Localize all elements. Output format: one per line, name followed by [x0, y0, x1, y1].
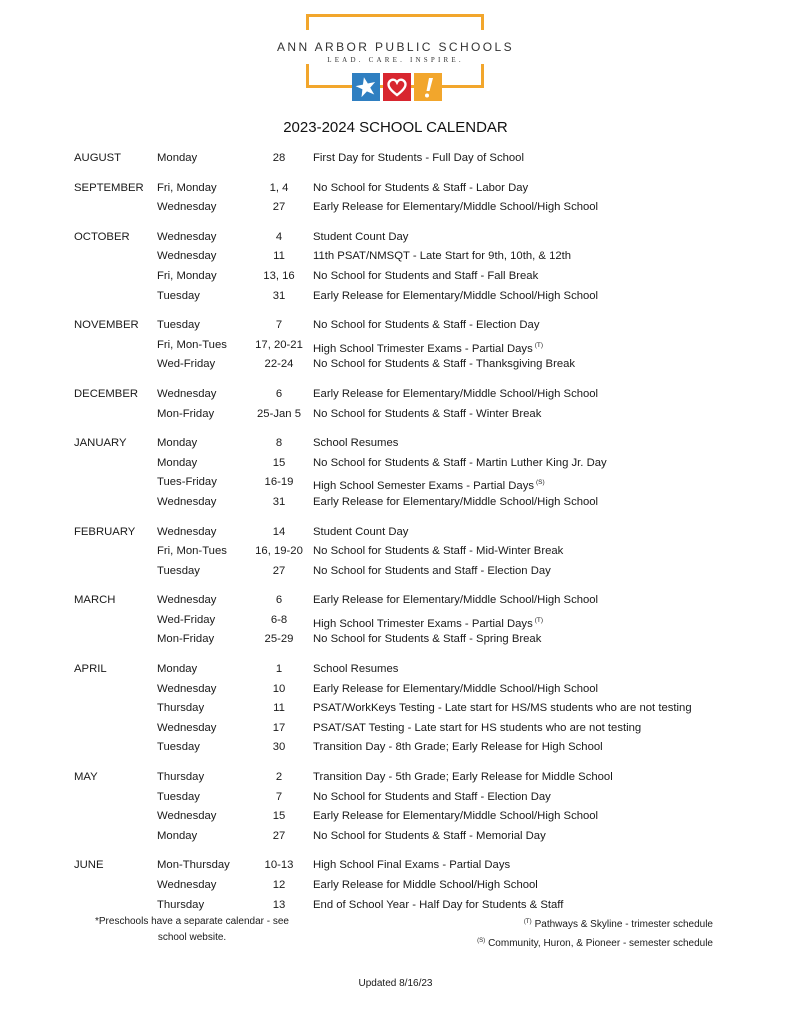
- event-description: Early Release for Middle School/High School: [313, 879, 538, 891]
- calendar-row: [0, 738, 791, 758]
- calendar-row: [0, 149, 791, 169]
- day-of-week: Fri, Monday: [157, 269, 217, 282]
- event-description: No School for Students and Staff - Fall Break: [313, 269, 539, 282]
- month-label: MARCH: [74, 594, 116, 607]
- calendar-row: [0, 454, 791, 474]
- date: 13: [272, 898, 286, 911]
- updated-date: Updated 8/16/23: [358, 978, 433, 989]
- day-of-week: Tuesday: [157, 790, 200, 803]
- day-of-week: Thursday: [157, 771, 205, 784]
- preschool-note: *Preschools have a separate calendar - see school website.: [94, 916, 289, 943]
- event-description: High School Trimester Exams - Partial Days $^{(T)}$: [313, 616, 544, 630]
- day-of-week: Tues-Friday: [157, 476, 217, 489]
- date: 30: [272, 741, 286, 754]
- event-description: No School for Students & Staff - Thanksgiving Break: [313, 358, 576, 371]
- event-description: No School for Students & Staff - Election Day: [313, 319, 540, 332]
- calendar-row: [0, 405, 791, 425]
- calendar-row: [0, 660, 791, 680]
- date: 10-13: [264, 859, 294, 872]
- date: 2: [275, 771, 283, 784]
- date: 31: [272, 289, 286, 302]
- date: 27: [272, 564, 286, 577]
- date: 1, 4: [269, 181, 289, 194]
- day-of-week: Monday: [157, 437, 198, 450]
- calendar-row: [0, 385, 791, 405]
- month-block-november: [0, 316, 791, 375]
- month-label: JUNE: [74, 859, 104, 872]
- month-label: NOVEMBER: [74, 319, 139, 332]
- exclamation-icon: [414, 73, 442, 101]
- day-of-week: Tuesday: [157, 564, 200, 577]
- schedule-footnote-marker: (T): [534, 341, 544, 349]
- month-block-october: [0, 228, 791, 306]
- day-of-week: Mon-Friday: [157, 407, 215, 420]
- calendar-title: 2023-2024 SCHOOL CALENDAR: [283, 119, 508, 136]
- calendar-row: [0, 719, 791, 739]
- event-description: PSAT/SAT Testing - Late start for HS students who are not testing: [313, 721, 642, 734]
- month-label: AUGUST: [74, 152, 122, 164]
- day-of-week: Mon-Friday: [157, 633, 215, 646]
- month-block-april: [0, 660, 791, 758]
- day-of-week: Monday: [157, 829, 198, 842]
- event-description: No School for Students & Staff - Labor Day: [313, 181, 529, 194]
- logo-tiles: [352, 73, 442, 103]
- month-label: DECEMBER: [74, 387, 139, 400]
- schedule-footnote-marker: (T): [534, 616, 544, 624]
- date: 1: [275, 663, 283, 676]
- day-of-week: Wed-Friday: [157, 358, 216, 371]
- calendar-row: [0, 611, 791, 631]
- day-of-week: Tuesday: [157, 741, 200, 754]
- day-of-week: Monday: [157, 456, 198, 469]
- day-of-week: Wednesday: [157, 682, 217, 695]
- date: 27: [272, 201, 286, 214]
- date: 17: [272, 721, 286, 734]
- event-description: Student Count Day: [313, 525, 409, 538]
- month-label: MAY: [74, 771, 98, 784]
- event-description: First Day for Students - Full Day of School: [313, 152, 524, 164]
- event-description: PSAT/WorkKeys Testing - Late start for HS/MS students who are not testing: [313, 702, 692, 715]
- month-block-september: [0, 179, 791, 218]
- event-description: High School Final Exams - Partial Days: [313, 859, 511, 872]
- event-description: Early Release for Elementary/Middle School/High School: [313, 594, 599, 607]
- event-description: Early Release for Elementary/Middle School/High School: [313, 495, 599, 508]
- legend-trimester: $^{(T)}$ Pathways & Skyline - trimester schedule: [523, 919, 713, 930]
- date: 22-24: [264, 358, 294, 371]
- day-of-week: Thursday: [157, 898, 205, 911]
- event-description: No School for Students and Staff - Election Day: [313, 564, 551, 577]
- month-block-march: [0, 591, 791, 650]
- date: 15: [272, 810, 286, 823]
- date: 11: [273, 702, 285, 715]
- month-label: SEPTEMBER: [74, 181, 144, 194]
- calendar-table: [0, 149, 791, 925]
- calendar-row: [0, 355, 791, 375]
- day-of-week: Wednesday: [157, 594, 217, 607]
- event-description: Early Release for Elementary/Middle School/High School: [313, 682, 599, 695]
- date: 6-8: [270, 613, 288, 626]
- day-of-week: Fri, Mon-Tues: [157, 545, 227, 558]
- month-block-august: [0, 149, 791, 169]
- calendar-row: [0, 591, 791, 611]
- date: 11: [273, 250, 285, 263]
- calendar-row: [0, 542, 791, 562]
- event-description: Student Count Day: [313, 230, 409, 243]
- date: 10: [272, 682, 286, 695]
- event-description: Early Release for Elementary/Middle School/High School: [313, 289, 599, 302]
- calendar-row: [0, 267, 791, 287]
- month-label: FEBRUARY: [74, 525, 136, 538]
- calendar-row: [0, 807, 791, 827]
- event-description: Early Release for Elementary/Middle School/High School: [313, 810, 599, 823]
- month-block-june: [0, 856, 791, 915]
- date: 28: [272, 152, 286, 164]
- month-label: OCTOBER: [74, 230, 130, 243]
- district-logo: [0, 0, 791, 100]
- calendar-row: [0, 228, 791, 248]
- district-tagline: LEAD. CARE. INSPIRE.: [327, 56, 464, 64]
- event-description: 11th PSAT/NMSQT - Late Start for 9th, 10th, & 12th: [313, 250, 572, 263]
- legend-semester: $^{(S)}$ Community, Huron, & Pioneer - semester schedule: [477, 938, 713, 949]
- date: 7: [275, 790, 283, 803]
- calendar-row: [0, 562, 791, 582]
- calendar-row: [0, 699, 791, 719]
- date: 8: [275, 437, 283, 450]
- schedule-footnote-marker: (S): [536, 479, 545, 487]
- event-description: No School for Students & Staff - Memorial Day: [313, 829, 546, 842]
- date: 12: [272, 879, 286, 891]
- district-name: ANN ARBOR PUBLIC SCHOOLS: [277, 40, 514, 54]
- heart-icon: [383, 73, 411, 101]
- day-of-week: Wed-Friday: [157, 613, 216, 626]
- calendar-row: [0, 316, 791, 336]
- month-block-may: [0, 768, 791, 846]
- date: 16-19: [264, 476, 294, 489]
- day-of-week: Monday: [157, 152, 198, 164]
- event-description: Early Release for Elementary/Middle School/High School: [313, 201, 599, 214]
- calendar-row: [0, 896, 791, 916]
- event-description: No School for Students & Staff - Winter Break: [313, 407, 542, 420]
- calendar-row: [0, 876, 791, 896]
- calendar-row: [0, 523, 791, 543]
- day-of-week: Fri, Mon-Tues: [157, 338, 227, 351]
- day-of-week: Mon-Thursday: [157, 859, 230, 872]
- day-of-week: Wednesday: [157, 721, 217, 734]
- calendar-row: [0, 179, 791, 199]
- event-description: End of School Year - Half Day for Students & Staff: [313, 898, 564, 911]
- month-label: APRIL: [74, 663, 107, 676]
- day-of-week: Thursday: [157, 702, 205, 715]
- event-description: No School for Students & Staff - Martin Luther King Jr. Day: [313, 456, 607, 469]
- day-of-week: Wednesday: [157, 250, 217, 263]
- star-icon: [352, 73, 380, 101]
- date: 27: [272, 829, 286, 842]
- date: 17, 20-21: [255, 338, 303, 351]
- calendar-row: [0, 493, 791, 513]
- day-of-week: Wednesday: [157, 810, 217, 823]
- date: 6: [275, 594, 283, 607]
- event-description: No School for Students & Staff - Mid-Winter Break: [313, 545, 564, 558]
- day-of-week: Monday: [157, 663, 198, 676]
- date: 6: [275, 387, 283, 400]
- calendar-row: [0, 630, 791, 650]
- month-label: JANUARY: [74, 437, 127, 450]
- event-description: School Resumes: [313, 437, 399, 450]
- calendar-row: [0, 827, 791, 847]
- schedule-legend: [353, 914, 713, 952]
- month-block-january: [0, 434, 791, 512]
- calendar-row: [0, 247, 791, 267]
- calendar-row: [0, 680, 791, 700]
- date: 31: [272, 495, 286, 508]
- calendar-row: [0, 434, 791, 454]
- event-description: Transition Day - 5th Grade; Early Release for Middle School: [313, 771, 613, 784]
- month-block-december: [0, 385, 791, 424]
- event-description: High School Trimester Exams - Partial Days $^{(T)}$: [313, 341, 544, 355]
- calendar-row: [0, 198, 791, 218]
- date: 16, 19-20: [255, 545, 303, 558]
- date: 15: [272, 456, 286, 469]
- date: 13, 16: [263, 269, 295, 282]
- date: 25-Jan 5: [257, 407, 301, 420]
- event-description: Early Release for Elementary/Middle School/High School: [313, 387, 599, 400]
- date: 25-29: [264, 633, 294, 646]
- date: 14: [272, 525, 286, 538]
- calendar-row: [0, 856, 791, 876]
- day-of-week: Wednesday: [157, 879, 217, 891]
- calendar-row: [0, 287, 791, 307]
- day-of-week: Tuesday: [157, 289, 200, 302]
- event-description: High School Semester Exams - Partial Days $^{(S)}$: [313, 479, 545, 493]
- day-of-week: Wednesday: [157, 201, 217, 214]
- day-of-week: Wednesday: [157, 495, 217, 508]
- event-description: No School for Students and Staff - Election Day: [313, 790, 551, 803]
- calendar-row: [0, 768, 791, 788]
- day-of-week: Wednesday: [157, 525, 217, 538]
- calendar-row: [0, 336, 791, 356]
- date: 7: [275, 319, 283, 332]
- date: 4: [275, 230, 283, 243]
- calendar-row: [0, 473, 791, 493]
- month-block-february: [0, 523, 791, 582]
- day-of-week: Fri, Monday: [157, 181, 217, 194]
- event-description: Transition Day - 8th Grade; Early Release for High School: [313, 741, 603, 754]
- day-of-week: Wednesday: [157, 230, 217, 243]
- calendar-row: [0, 788, 791, 808]
- event-description: School Resumes: [313, 663, 399, 676]
- day-of-week: Tuesday: [157, 319, 200, 332]
- day-of-week: Wednesday: [157, 387, 217, 400]
- event-description: No School for Students & Staff - Spring Break: [313, 633, 542, 646]
